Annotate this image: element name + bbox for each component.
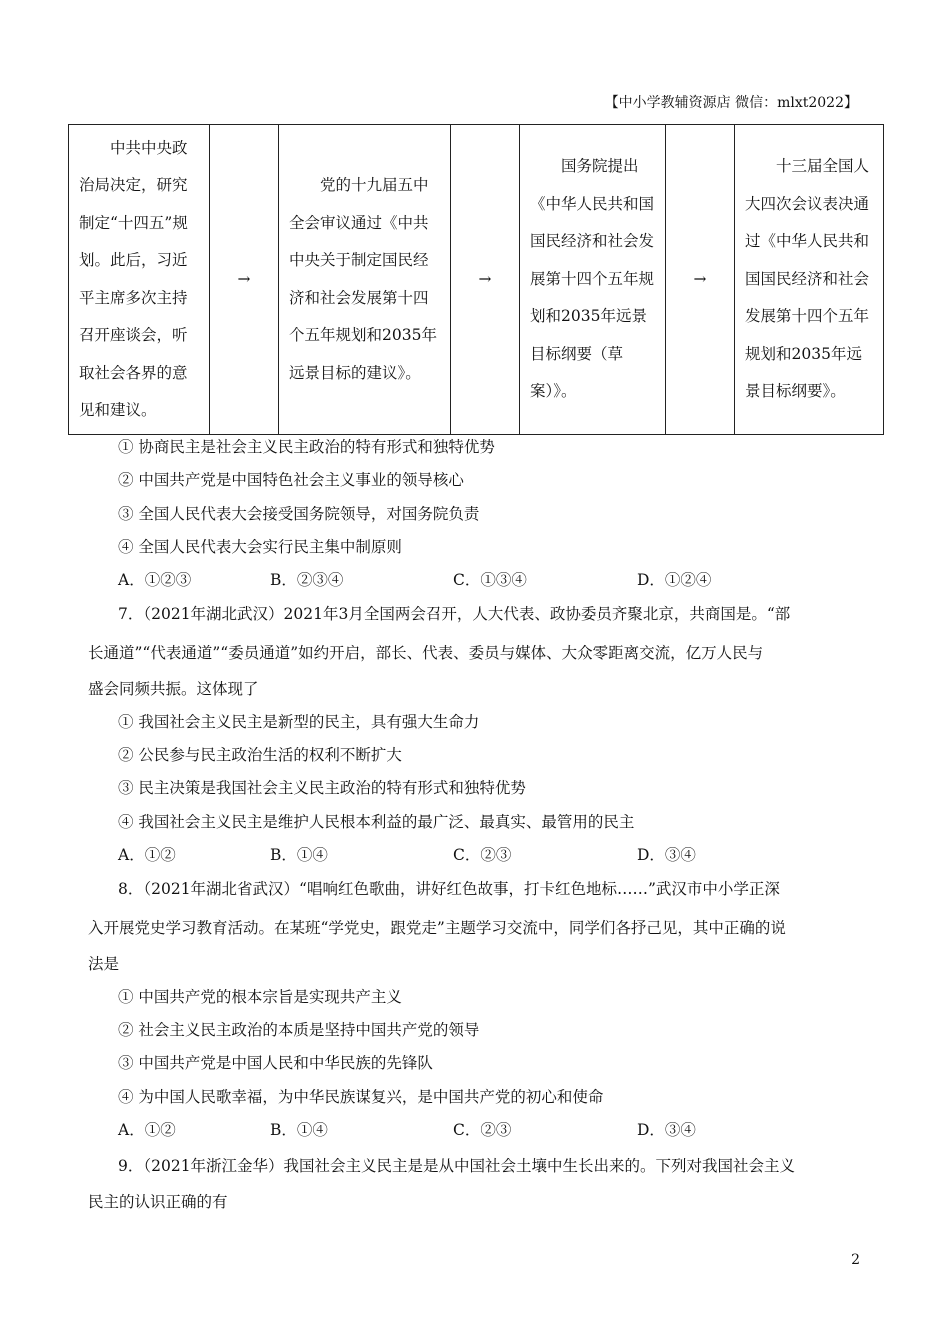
q7-statement-1: ① 我国社会主义民主是新型的民主，具有强大生命力 (118, 713, 480, 731)
arrow-icon: → (451, 125, 520, 435)
q6-statement-2: ② 中国共产党是中国特色社会主义事业的领导核心 (118, 471, 464, 489)
q7-stem-line-1: 7．（2021年湖北武汉）2021年3月全国两会召开，人大代表、政协委员齐聚北京，共商国是。“部 (118, 605, 791, 623)
q8-option-a: A．①② (118, 1121, 176, 1139)
q6-statement-1: ① 协商民主是社会主义民主政治的特有形式和独特优势 (118, 438, 495, 456)
q6-option-a: A．①②③ (118, 571, 192, 589)
q7-option-c: C．②③ (453, 846, 512, 864)
q8-stem-line-2: 入开展党史学习教育活动。在某班“学党史，跟党走”主题学习交流中，同学们各抒己见，其中正确的说 (88, 919, 786, 937)
q7-option-d: D．③④ (637, 846, 696, 864)
q7-stem-line-2: 长通道”“代表通道”“委员通道”如约开启，部长、代表、委员与媒体、大众零距离交流，亿万人民与 (88, 644, 764, 662)
q7-statement-2: ② 公民参与民主政治生活的权利不断扩大 (118, 746, 402, 764)
header-note: 【中小学教辅资源店 微信：mlxt2022】 (604, 95, 858, 111)
q7-statement-4: ④ 我国社会主义民主是维护人民根本利益的最广泛、最真实、最管用的民主 (118, 813, 635, 831)
flow-step-1: 中共中央政治局决定，研究制定“十四五”规划。此后，习近平主席多次主持召开座谈会，听取社会各界的意见和建议。 (69, 125, 210, 435)
q9-stem-line-2: 民主的认识正确的有 (88, 1193, 228, 1211)
q6-statement-3: ③ 全国人民代表大会接受国务院领导，对国务院负责 (118, 505, 480, 523)
q8-option-c: C．②③ (453, 1121, 512, 1139)
q6-options (118, 570, 838, 590)
page-number: 2 (851, 1252, 860, 1268)
q8-options (118, 1120, 838, 1140)
process-flow-table (68, 124, 884, 435)
q7-statement-3: ③ 民主决策是我国社会主义民主政治的特有形式和独特优势 (118, 779, 526, 797)
q6-option-c: C．①③④ (453, 571, 527, 589)
q8-statement-2: ② 社会主义民主政治的本质是坚持中国共产党的领导 (118, 1021, 480, 1039)
arrow-icon: → (666, 125, 735, 435)
flow-step-4: 十三届全国人大四次会议表决通过《中华人民共和国国民经济和社会发展第十四个五年规划和2035年远景目标纲要》。 (735, 125, 884, 435)
q6-statement-4: ④ 全国人民代表大会实行民主集中制原则 (118, 538, 402, 556)
q8-option-d: D．③④ (637, 1121, 696, 1139)
q8-statement-1: ① 中国共产党的根本宗旨是实现共产主义 (118, 988, 402, 1006)
q7-option-b: B．①④ (270, 846, 328, 864)
q7-stem-line-3: 盛会同频共振。这体现了 (88, 680, 259, 698)
q7-options (118, 845, 838, 865)
q8-stem-line-3: 法是 (88, 955, 120, 973)
q7-option-a: A．①② (118, 846, 176, 864)
q9-stem-line-1: 9．（2021年浙江金华）我国社会主义民主是是从中国社会土壤中生长出来的。下列对我国社会主义 (118, 1157, 796, 1175)
flow-step-2: 党的十九届五中全会审议通过《中共中央关于制定国民经济和社会发展第十四个五年规划和2035年远景目标的建议》。 (279, 125, 451, 435)
flow-step-3: 国务院提出《中华人民共和国国民经济和社会发展第十四个五年规划和2035年远景目标纲要（草案）》。 (520, 125, 666, 435)
arrow-icon: → (210, 125, 279, 435)
q6-option-b: B．②③④ (270, 571, 344, 589)
q8-statement-4: ④ 为中国人民歌幸福，为中华民族谋复兴，是中国共产党的初心和使命 (118, 1088, 604, 1106)
q8-stem-line-1: 8．（2021年湖北省武汉）“唱响红色歌曲，讲好红色故事，打卡红色地标……”武汉市中小学正深 (118, 880, 780, 898)
q8-option-b: B．①④ (270, 1121, 328, 1139)
q6-option-d: D．①②④ (637, 571, 712, 589)
q8-statement-3: ③ 中国共产党是中国人民和中华民族的先锋队 (118, 1054, 433, 1072)
